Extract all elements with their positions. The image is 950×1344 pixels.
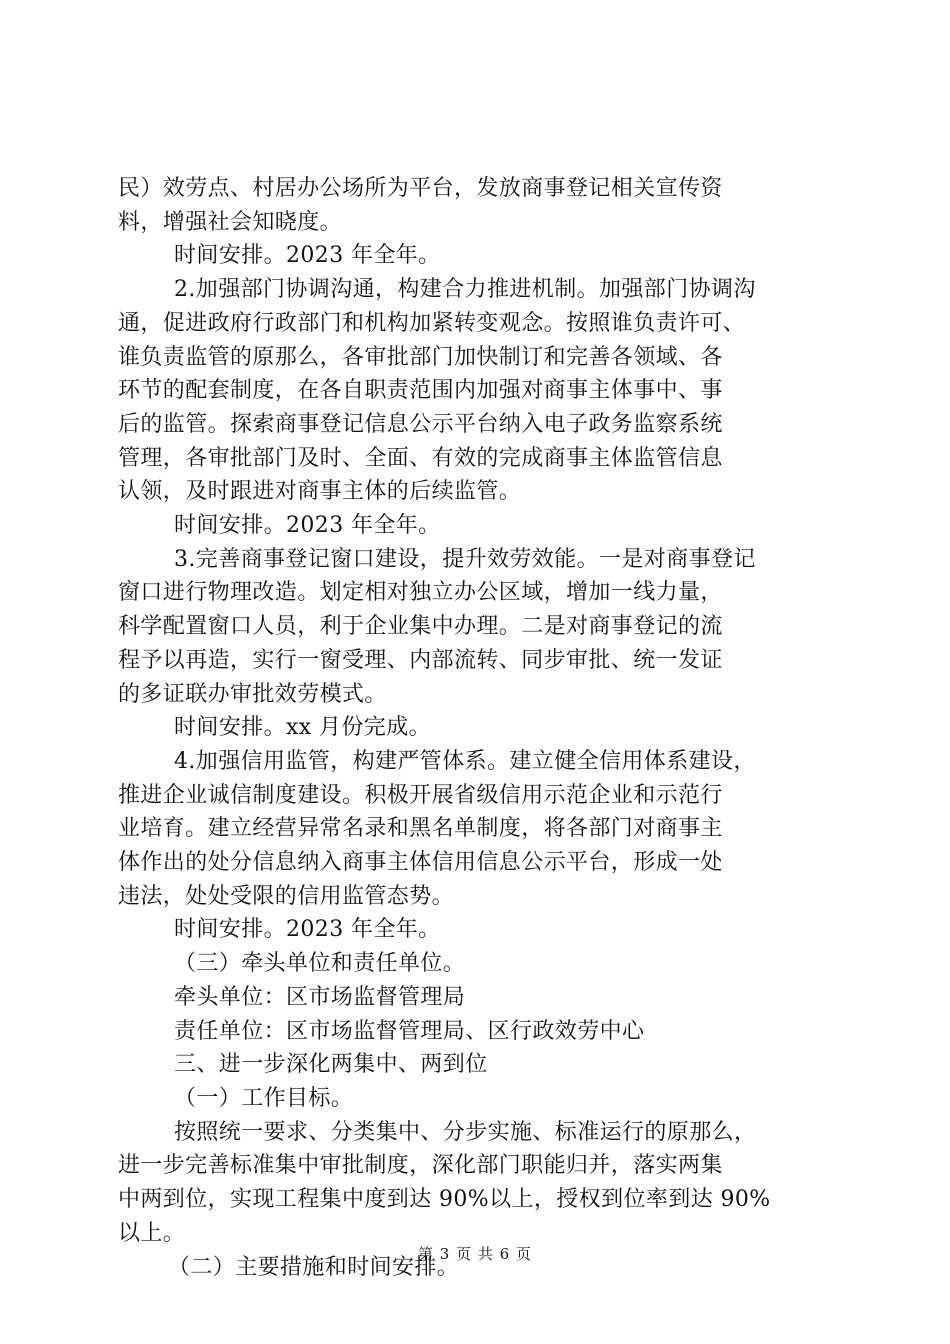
text-line: 后的监管。探索商事登记信息公示平台纳入电子政务监察系统 [118, 411, 723, 437]
text-line: 4.加强信用监管，构建严管体系。建立健全信用体系建设， [174, 748, 756, 774]
text-line: 3.完善商事登记窗口建设，提升效劳效能。一是对商事登记 [174, 546, 756, 572]
text-line: 推进企业诚信制度建设。积极开展省级信用示范企业和示范行 [118, 782, 723, 808]
text-line: 时间安排。2023 年全年。 [174, 917, 441, 943]
text-line: 管理，各审批部门及时、全面、有效的完成商事主体监管信息 [118, 445, 723, 471]
text-line: 责任单位：区市场监督管理局、区行政效劳中心 [174, 1018, 645, 1044]
text-line: 按照统一要求、分类集中、分步实施、标准运行的原那么， [174, 1119, 757, 1145]
text-line: 谁负责监管的原那么，各审批部门加快制订和完善各领域、各 [118, 344, 723, 370]
text-line: 业培育。建立经营异常名录和黑名单制度，将各部门对商事主 [118, 816, 723, 842]
text-line: （一）工作目标。 [174, 1085, 354, 1111]
text-line: 科学配置窗口人员，利于企业集中办理。二是对商事登记的流 [118, 614, 723, 640]
page-footer: 第 3 页 共 6 页 [418, 1245, 532, 1263]
text-line: 窗口进行物理改造。划定相对独立办公区域，增加一线力量， [118, 580, 723, 606]
text-line: （二）主要措施和时间安排。 [168, 1254, 460, 1280]
text-line: 时间安排。2023 年全年。 [174, 243, 441, 269]
text-line: 通，促进政府行政部门和机构加紧转变观念。按照谁负责许可、 [118, 310, 746, 336]
text-line: 以上。 [118, 1220, 186, 1246]
text-line: 2.加强部门协调沟通，构建合力推进机制。加强部门协调沟 [174, 277, 756, 303]
text-line: 进一步完善标准集中审批制度，深化部门职能归并，落实两集 [118, 1153, 723, 1179]
text-line: （三）牵头单位和责任单位。 [174, 951, 466, 977]
text-line: 牵头单位：区市场监督管理局 [174, 984, 466, 1010]
text-line: 体作出的处分信息纳入商事主体信用信息公示平台，形成一处 [118, 850, 723, 876]
text-line: 违法，处处受限的信用监管态势。 [118, 883, 455, 909]
text-line: 程予以再造，实行一窗受理、内部流转、同步审批、统一发证 [118, 647, 723, 673]
text-line: 料，增强社会知晓度。 [118, 209, 343, 235]
text-line: 中两到位，实现工程集中度到达 90%以上，授权到位率到达 90% [118, 1187, 771, 1213]
text-line: 民）效劳点、村居办公场所为平台，发放商事登记相关宣传资 [118, 176, 723, 201]
text-line: 时间安排。2023 年全年。 [174, 513, 441, 539]
body-text [118, 172, 840, 1284]
text-line: 认领，及时跟进对商事主体的后续监管。 [118, 479, 522, 505]
text-line: 环节的配套制度，在各自职责范围内加强对商事主体事中、事 [118, 378, 723, 404]
text-line: 的多证联办审批效劳模式。 [118, 681, 387, 707]
text-line: 三、进一步深化两集中、两到位 [174, 1052, 488, 1078]
text-line: 时间安排。xx 月份完成。 [174, 715, 432, 741]
